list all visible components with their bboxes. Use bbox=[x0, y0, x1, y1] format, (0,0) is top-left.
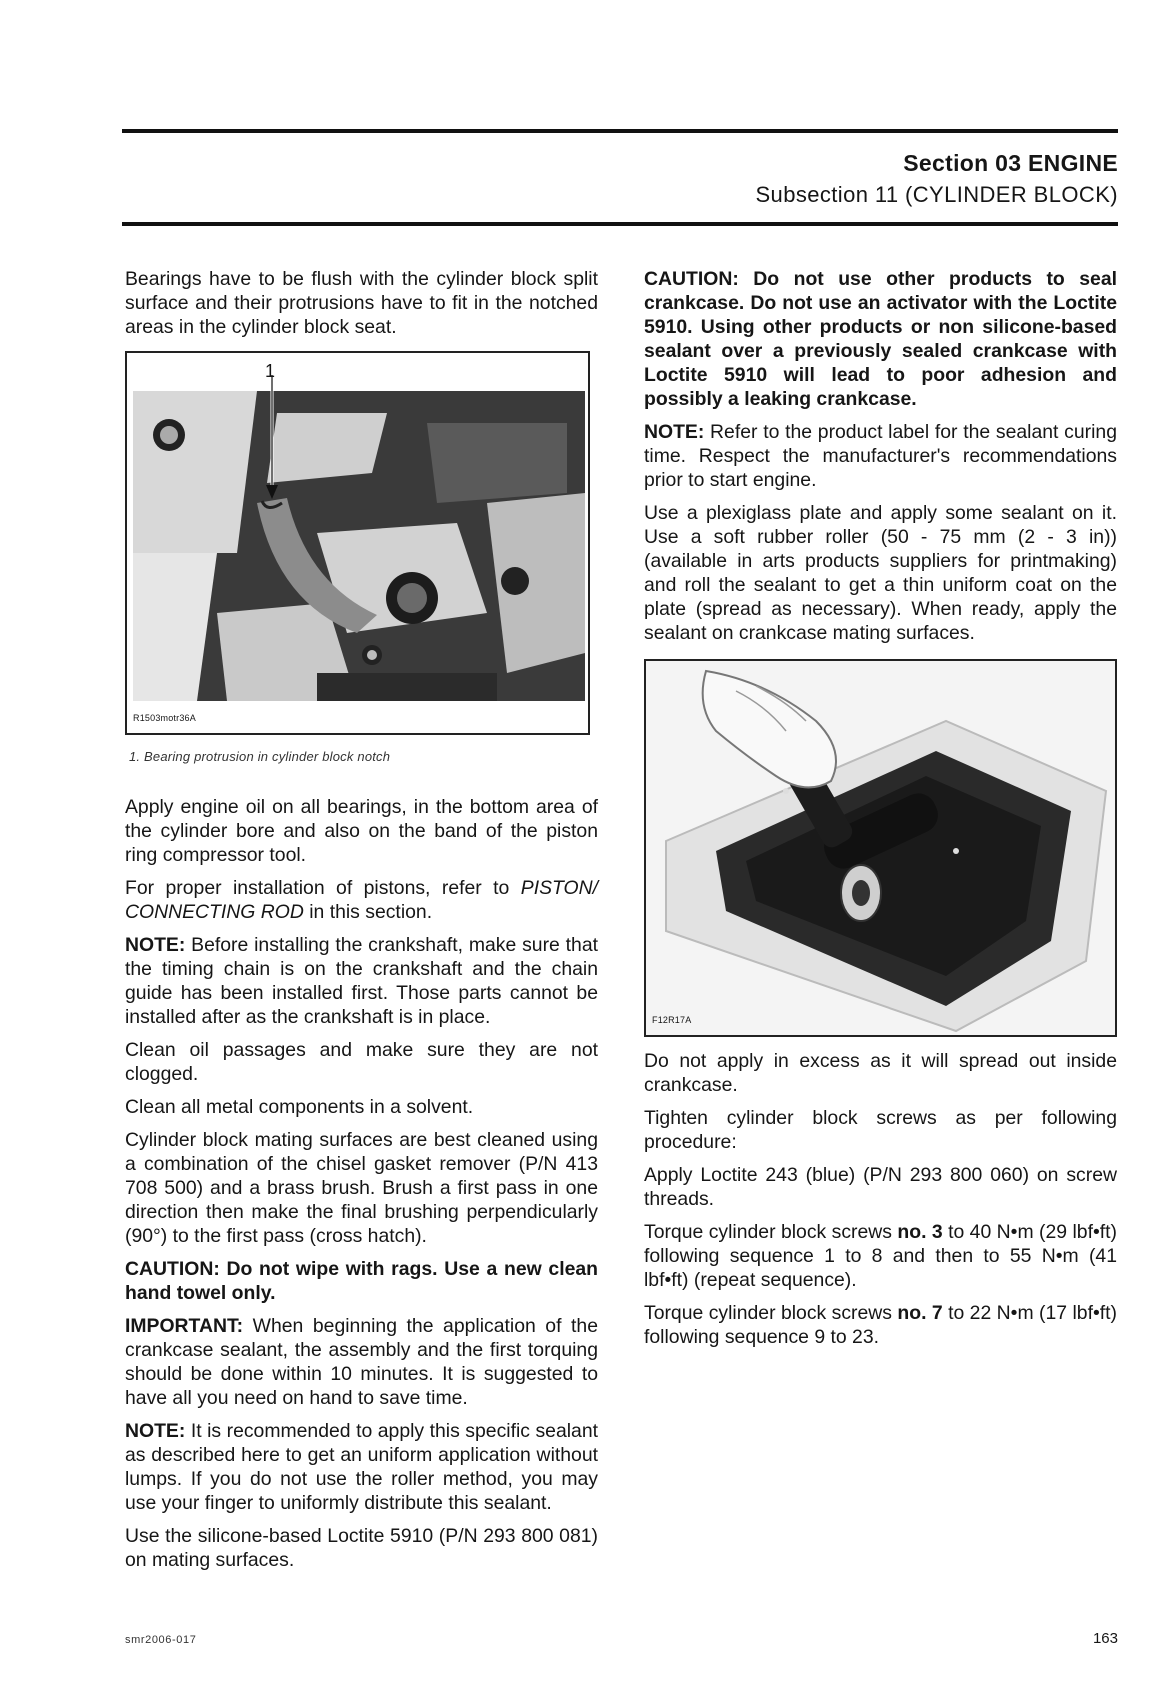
important: IMPORTANT: When beginning the application of the crankcase sealant, the assembly and the first torquing should be done within 10 minutes. It is suggested to have all you need on hand to save time. bbox=[125, 1315, 598, 1409]
right-column bbox=[644, 267, 1117, 1358]
paragraph: Clean all metal components in a solvent. bbox=[125, 1096, 474, 1118]
note-label: NOTE: bbox=[125, 934, 186, 956]
header-top-rule bbox=[122, 129, 1118, 133]
subsection-title: Subsection 11 (CYLINDER BLOCK) bbox=[755, 182, 1118, 207]
important-label: IMPORTANT: bbox=[125, 1315, 244, 1337]
screw-number: no. 3 bbox=[897, 1221, 943, 1243]
paragraph: Apply Loctite 243 (blue) (P/N 293 800 060) on screw threads. bbox=[644, 1164, 1117, 1210]
paragraph: Torque cylinder block screws no. 3 to 40 N•m (29 lbf•ft) following sequence 1 to 8 and then to 55 N•m (41 lbf•ft) (repeat sequence). bbox=[644, 1221, 1117, 1291]
paragraph: Cylinder block mating surfaces are best cleaned using a combination of the chisel gasket remover (P/N 413 708 500) and a brass brush. Brush a first pass in one direction then make the final brushing perpendicularly (90°) to the first pass (cross hatch). bbox=[125, 1129, 598, 1247]
figure-caption: 1. Bearing protrusion in cylinder block notch bbox=[129, 749, 391, 764]
header-bottom-rule bbox=[122, 222, 1118, 226]
paragraph: Use the silicone-based Loctite 5910 (P/N 293 800 081) on mating surfaces. bbox=[125, 1525, 598, 1571]
note: NOTE: Before installing the crankshaft, make sure that the timing chain is on the crankshaft and the chain guide has been installed first. Those parts cannot be installed after as the crankshaft is in place. bbox=[125, 934, 598, 1028]
paragraph: Do not apply in excess as it will spread out inside crankcase. bbox=[644, 1050, 1117, 1096]
paragraph: Bearings have to be flush with the cylinder block split surface and their protrusions have to fit in the notched areas in the cylinder block seat. bbox=[125, 268, 598, 338]
note-label: NOTE: bbox=[125, 1420, 186, 1442]
note: NOTE: It is recommended to apply this specific sealant as described here to get an uniform application without lumps. If you do not use the roller method, you may use your finger to uniformly distribute this sealant. bbox=[125, 1420, 598, 1514]
figure-bearing-protrusion bbox=[125, 351, 590, 735]
figure-code: F12R17A bbox=[652, 1015, 692, 1025]
caution-label: CAUTION: bbox=[644, 268, 739, 290]
caution: CAUTION: Do not wipe with rags. Use a new clean hand towel only. bbox=[125, 1258, 598, 1304]
page-number: 163 bbox=[1092, 1630, 1118, 1647]
screw-number: no. 7 bbox=[897, 1302, 943, 1324]
caution-label: CAUTION: bbox=[125, 1258, 220, 1280]
paragraph: Use a plexiglass plate and apply some sealant on it. Use a soft rubber roller (50 - 75 mm (2 - 3 in)) (available in arts products suppliers for printmaking) and roll the sealant to get a thin uniform coat on the plate (spread as necessary). When ready, apply the sealant on crankcase mating surfaces. bbox=[644, 502, 1117, 644]
figure-sealant-roller bbox=[644, 659, 1117, 1037]
sealant-roller-photo bbox=[646, 661, 1117, 1037]
paragraph: Clean oil passages and make sure they are not clogged. bbox=[125, 1039, 598, 1085]
note-label: NOTE: bbox=[644, 421, 705, 443]
document-code: smr2006-017 bbox=[125, 1634, 197, 1646]
paragraph: Torque cylinder block screws no. 7 to 22 N•m (17 lbf•ft) following sequence 9 to 23. bbox=[644, 1302, 1117, 1348]
caution: CAUTION: Do not use other products to seal crankcase. Do not use an activator with the Loctite 5910. Using other products or non silicone-based sealant over a previously sealed crankcase with Loctite 5910 will lead to poor adhesion and possibly a leaking crankcase. bbox=[644, 268, 1117, 410]
bearing-photo bbox=[127, 353, 590, 735]
figure-code: R1503motr36A bbox=[133, 713, 196, 723]
cross-reference: PISTON/ CONNECTING ROD bbox=[125, 877, 598, 923]
section-title: Section 03 ENGINE bbox=[903, 150, 1118, 176]
left-column bbox=[125, 267, 598, 1581]
paragraph: For proper installation of pistons, refer to PISTON/ CONNECTING ROD in this section. bbox=[125, 877, 598, 923]
paragraph: Tighten cylinder block screws as per following procedure: bbox=[644, 1107, 1117, 1153]
paragraph: Apply engine oil on all bearings, in the bottom area of the cylinder bore and also on the band of the piston ring compressor tool. bbox=[125, 796, 598, 866]
page-header bbox=[755, 150, 1118, 208]
note: NOTE: Refer to the product label for the sealant curing time. Respect the manufacturer's recommendations prior to start engine. bbox=[644, 421, 1117, 491]
callout-number: 1 bbox=[265, 361, 276, 381]
